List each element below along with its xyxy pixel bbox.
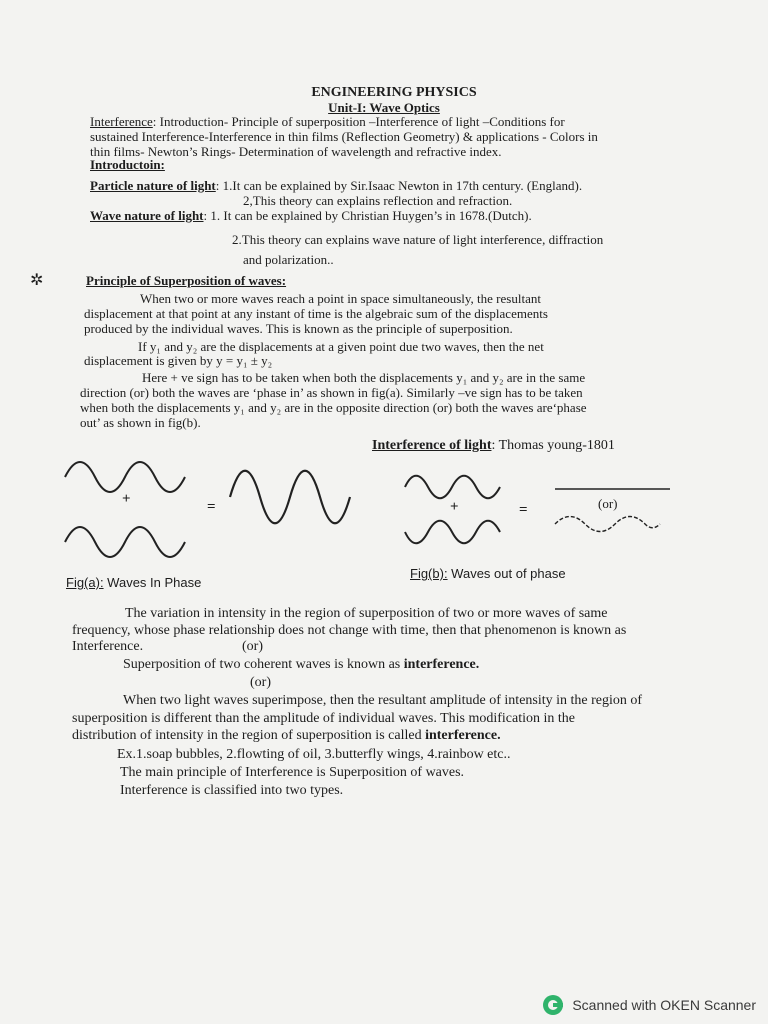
- fig-a-plus: +: [122, 491, 131, 507]
- superposition-p1-0: When two or more waves reach a point in space simultaneously, the resultant: [140, 291, 541, 306]
- wave-nature-text: : 1. It can be explained by Christian Huygen’s in 1678.(Dutch).: [203, 208, 532, 223]
- definition-or-2: (or): [250, 675, 271, 690]
- particle-nature-line-2: 2,This theory can explains reflection and refraction.: [243, 193, 513, 208]
- superposition-p3-0: Here + ve sign has to be taken when both the displacements y₁ and y₂ are in the same: [142, 370, 586, 385]
- oken-scanner-icon: [542, 994, 564, 1016]
- introduction-heading: Introductoin:: [90, 157, 165, 172]
- wave-nature-label: Wave nature of light: [90, 208, 204, 223]
- scanner-watermark: [542, 994, 756, 1016]
- fig-b-plus: +: [450, 499, 459, 515]
- fig-a-equals: =: [207, 499, 216, 515]
- interference-of-light-rest: : Thomas young-1801: [491, 438, 615, 453]
- interference-of-light-heading: [372, 438, 615, 453]
- wave-nature-line-3: and polarization..: [243, 252, 334, 267]
- superposition-p2-0: If y₁ and y₂ are the displacements at a given point due two waves, then the net: [138, 339, 544, 354]
- intro-line-2: sustained Interference-Interference in thin films (Reflection Geometry) & applications - Colors in: [90, 129, 598, 144]
- wave-nature-line: [90, 208, 532, 223]
- definition-p2-text: Superposition of two coherent waves is known as: [123, 657, 404, 672]
- definition-or-1: (or): [242, 639, 263, 654]
- examples-line: Ex.1.soap bubbles, 2.flowting of oil, 3.butterfly wings, 4.rainbow etc..: [117, 747, 511, 762]
- definition-p3-2-text: distribution of intensity in the region of superposition is called: [72, 728, 426, 743]
- asterisk-mark: ✲: [30, 272, 44, 289]
- definition-p3-bold: interference.: [425, 728, 501, 743]
- intro-text-1: : Introduction- Principle of superposition –Interference of light –Conditions for: [152, 114, 565, 129]
- classified-line: Interference is classified into two types.: [120, 783, 344, 798]
- definition-p1-2: Interference.: [72, 639, 144, 654]
- fig-a-wave-top: [65, 462, 185, 492]
- fig-a-wave-bottom: [65, 527, 185, 557]
- main-principle-line: The main principle of Interference is Superposition of waves.: [120, 765, 465, 780]
- superposition-p3-2: when both the displacements y₁ and y₂ are in the opposite direction (or) both the waves are‘phase: [80, 400, 587, 415]
- fig-b-wave-top: [405, 476, 500, 499]
- definition-p3-0: When two light waves superimpose, then the resultant amplitude of intensity in the region of: [123, 693, 643, 708]
- particle-nature-line: [90, 178, 582, 193]
- interference-label: Interference: [90, 114, 153, 129]
- unit-title: Unit-I: Wave Optics: [328, 100, 440, 115]
- superposition-heading: Principle of Superposition of waves:: [86, 273, 287, 288]
- superposition-p3-3: out’ as shown in fig(b).: [80, 415, 201, 430]
- fig-a-caption-label: Fig(a):: [66, 575, 104, 590]
- interference-of-light-label: Interference of light: [372, 438, 492, 453]
- fig-b-equals: =: [519, 502, 528, 518]
- page-title: ENGINEERING PHYSICS: [311, 85, 477, 100]
- particle-nature-text: : 1.It can be explained by Sir.Isaac Newton in 17th century. (England).: [215, 178, 583, 193]
- fig-a-caption-text: Waves In Phase: [103, 575, 202, 590]
- fig-b-small-wave: [555, 517, 660, 532]
- superposition-p3-1: direction (or) both the waves are ‘phase in’ as shown in fig(a). Similarly –ve sign has to be taken: [80, 385, 583, 400]
- superposition-p2-1: displacement is given by y = y₁ ± y₂: [84, 353, 273, 368]
- definition-p3-1: superposition is different than the amplitude of individual waves. This modification in the: [72, 711, 576, 726]
- definition-p1-1: frequency, whose phase relationship does not change with time, then that phenomenon is known as: [72, 623, 627, 638]
- fig-b-or-label: (or): [598, 496, 618, 511]
- fig-a-caption: [66, 575, 201, 590]
- fig-a-wave-resultant: [230, 471, 350, 524]
- superposition-p1-2: produced by the individual waves. This is known as the principle of superposition.: [84, 321, 513, 336]
- definition-p1-0: The variation in intensity in the region of superposition of two or more waves of same: [125, 606, 608, 621]
- definition-p2: [123, 657, 479, 672]
- fig-b-caption-text: Waves out of phase: [447, 566, 566, 581]
- intro-line-1: [90, 114, 565, 129]
- waves-figure: [60, 452, 680, 592]
- scanner-text: Scanned with OKEN Scanner: [572, 997, 756, 1013]
- intro-line-3: thin films- Newton’s Rings- Determination of wavelength and refractive index.: [90, 144, 502, 159]
- definition-p2-bold: interference.: [403, 657, 480, 672]
- fig-b-caption-label: Fig(b):: [410, 566, 448, 581]
- fig-b-wave-bottom: [405, 521, 500, 544]
- wave-nature-line-2: 2.This theory can explains wave nature of light interference, diffraction: [232, 232, 604, 247]
- particle-nature-label: Particle nature of light: [90, 178, 216, 193]
- fig-b-caption: [410, 566, 566, 581]
- definition-p3-2: [72, 728, 501, 743]
- superposition-p1-1: displacement at that point at any instant of time is the algebraic sum of the displacements: [84, 306, 548, 321]
